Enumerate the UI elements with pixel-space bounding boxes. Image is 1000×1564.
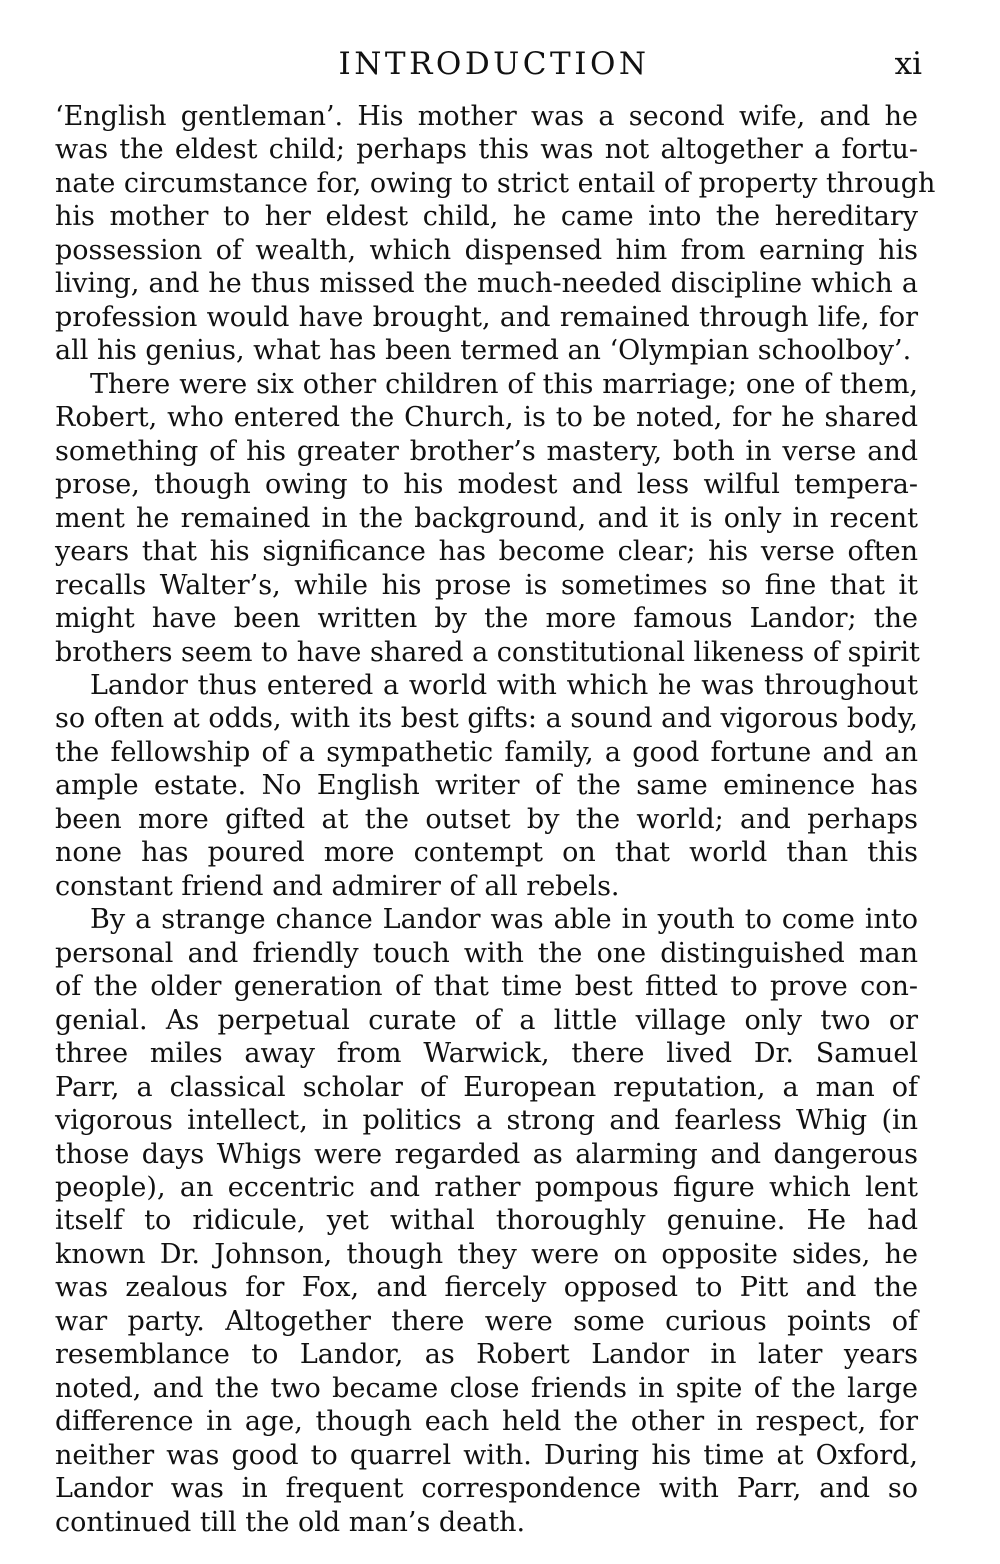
text-line: none has poured more contempt on that world than this <box>55 837 918 869</box>
text-line: of the older generation of that time best fitted to prove con- <box>55 971 918 1003</box>
text-line: ample estate. No English writer of the same eminence has <box>55 770 918 802</box>
text-line: was the eldest child; perhaps this was not altogether a fortu- <box>55 134 918 166</box>
text-line: There were six other children of this marriage; one of them, <box>90 368 918 400</box>
paragraph <box>55 100 936 368</box>
text-line: so often at odds, with its best gifts: a sound and vigorous body, <box>55 703 918 735</box>
running-head <box>0 44 1000 84</box>
body-text <box>55 100 936 1539</box>
text-line: Landor was in frequent correspondence with Parr, and so <box>55 1473 918 1505</box>
text-line: constant friend and admirer of all rebels. <box>55 870 620 902</box>
text-line: might have been written by the more famous Landor; the <box>55 603 918 635</box>
paragraph <box>55 669 918 903</box>
text-line: prose, though owing to his modest and less wilful tempera- <box>55 469 918 501</box>
text-line: been more gifted at the outset by the world; and perhaps <box>55 803 918 835</box>
paragraph <box>55 903 918 1539</box>
text-line: genial. As perpetual curate of a little village only two or <box>55 1004 918 1036</box>
text-line: war party. Altogether there were some curious points of <box>55 1305 918 1337</box>
text-line: difference in age, though each held the other in respect, for <box>55 1406 918 1438</box>
text-line: itself to ridicule, yet withal thoroughly genuine. He had <box>55 1205 918 1237</box>
text-line: known Dr. Johnson, though they were on opposite sides, he <box>55 1238 918 1270</box>
text-line: living, and he thus missed the much-needed discipline which a <box>55 268 918 300</box>
text-line: ‘English gentleman’. His mother was a second wife, and he <box>55 101 918 132</box>
text-line: was zealous for Fox, and fiercely opposed to Pitt and the <box>55 1272 918 1304</box>
text-line: years that his significance has become clear; his verse often <box>55 536 918 568</box>
text-line: neither was good to quarrel with. During his time at Oxford, <box>55 1439 918 1471</box>
text-line: possession of wealth, which dispensed him from earning his <box>55 234 918 266</box>
text-line: three miles away from Warwick, there lived Dr. Samuel <box>55 1038 918 1070</box>
text-line: ment he remained in the background, and it is only in recent <box>55 502 918 534</box>
paragraph <box>55 368 918 669</box>
text-line: people), an eccentric and rather pompous figure which lent <box>55 1172 918 1203</box>
text-line: Parr, a classical scholar of European reputation, a man of <box>55 1071 918 1103</box>
text-line: continued till the old man’s death. <box>55 1506 526 1538</box>
page-number: xi <box>894 46 922 82</box>
text-line: the fellowship of a sympathetic family, a good fortune and an <box>55 736 918 768</box>
text-line: profession would have brought, and remained through life, for <box>55 301 918 333</box>
running-title: INTRODUCTION <box>338 46 650 82</box>
text-line: brothers seem to have shared a constitutional likeness of spirit <box>55 636 920 668</box>
text-line: recalls Walter’s, while his prose is sometimes so fine that it <box>55 569 918 601</box>
text-line: By a strange chance Landor was able in youth to come into <box>90 904 918 936</box>
text-line: Robert, who entered the Church, is to be noted, for he shared <box>55 402 918 434</box>
text-line: Landor thus entered a world with which he was throughout <box>90 669 918 701</box>
text-line: vigorous intellect, in politics a strong and fearless Whig (in <box>55 1105 918 1137</box>
text-line: personal and friendly touch with the one distinguished man <box>55 937 918 969</box>
text-line: noted, and the two became close friends in spite of the large <box>55 1372 918 1404</box>
text-line: resemblance to Landor, as Robert Landor in later years <box>55 1339 918 1371</box>
text-line: those days Whigs were regarded as alarming and dangerous <box>55 1138 918 1170</box>
text-line: all his genius, what has been termed an ‘Olympian schoolboy’. <box>55 335 912 367</box>
text-line: his mother to her eldest child, he came into the hereditary <box>55 201 918 233</box>
text-line: nate circumstance for, owing to strict entail of property through <box>55 167 936 199</box>
text-line: something of his greater brother’s mastery, both in verse and <box>55 435 918 467</box>
